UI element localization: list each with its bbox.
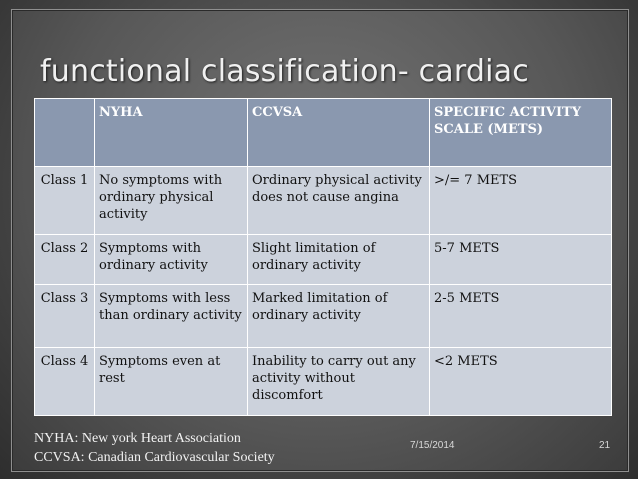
class-cell: Class 2 bbox=[35, 235, 95, 285]
header-cell-empty bbox=[35, 99, 95, 167]
header-cell-nyha: NYHA bbox=[95, 99, 248, 167]
table-header-row bbox=[35, 99, 612, 167]
mets-cell: <2 METS bbox=[430, 348, 612, 416]
nyha-cell: Symptoms with less than ordinary activity bbox=[95, 285, 248, 348]
footnote-nyha: NYHA: New york Heart Association bbox=[34, 431, 241, 446]
slide-page-number: 21 bbox=[599, 440, 611, 451]
class-cell: Class 1 bbox=[35, 167, 95, 235]
table-row bbox=[35, 235, 612, 285]
slide-title: functional classification- cardiac bbox=[40, 54, 529, 89]
header-cell-activity-scale: SPECIFIC ACTIVITY SCALE (METS) bbox=[430, 99, 612, 167]
class-cell: Class 3 bbox=[35, 285, 95, 348]
ccvsa-cell: Ordinary physical activity does not cause angina bbox=[248, 167, 430, 235]
table-row bbox=[35, 167, 612, 235]
ccvsa-cell: Slight limitation of ordinary activity bbox=[248, 235, 430, 285]
classification-table bbox=[34, 98, 612, 416]
footnote-ccvsa: CCVSA: Canadian Cardiovascular Society bbox=[34, 450, 275, 465]
mets-cell: >/= 7 METS bbox=[430, 167, 612, 235]
header-cell-ccvsa: CCVSA bbox=[248, 99, 430, 167]
footnotes bbox=[34, 429, 275, 467]
nyha-cell: Symptoms even at rest bbox=[95, 348, 248, 416]
mets-cell: 2-5 METS bbox=[430, 285, 612, 348]
table-row bbox=[35, 348, 612, 416]
nyha-cell: Symptoms with ordinary activity bbox=[95, 235, 248, 285]
slide-date: 7/15/2014 bbox=[410, 440, 455, 451]
mets-cell: 5-7 METS bbox=[430, 235, 612, 285]
nyha-cell: No symptoms with ordinary physical activity bbox=[95, 167, 248, 235]
table-row bbox=[35, 285, 612, 348]
ccvsa-cell: Marked limitation of ordinary activity bbox=[248, 285, 430, 348]
ccvsa-cell: Inability to carry out any activity without discomfort bbox=[248, 348, 430, 416]
class-cell: Class 4 bbox=[35, 348, 95, 416]
